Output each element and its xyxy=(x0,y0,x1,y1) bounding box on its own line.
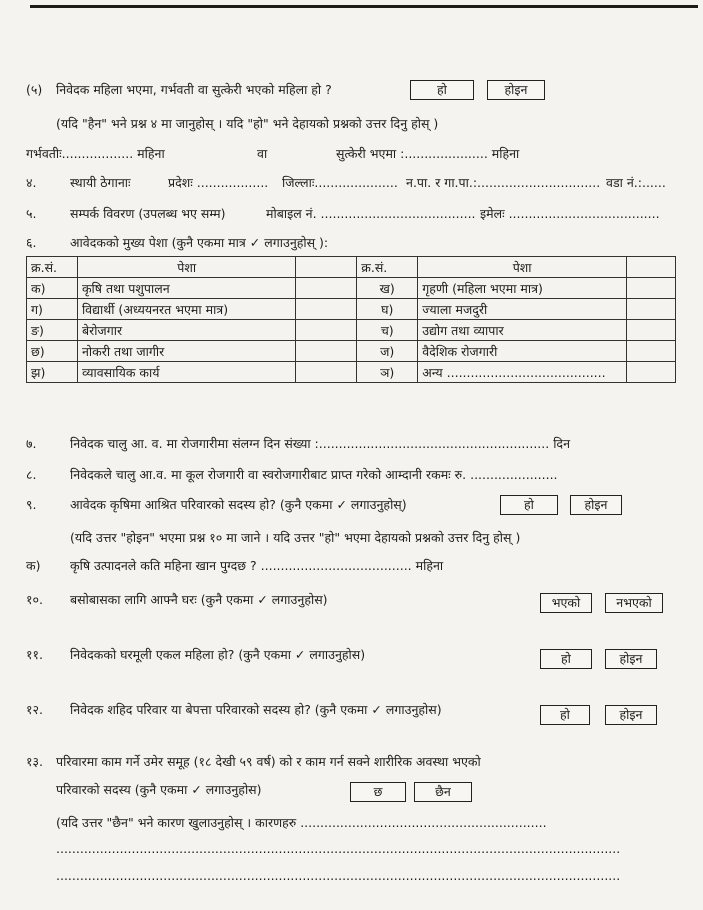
q13-reason-line-1[interactable]: .............................................................................................................................................. xyxy=(56,841,621,856)
farm-months-field[interactable]: कृषि उत्पादनले कति महिना खान पुग्दछ ? ...................................... महिना xyxy=(70,558,444,573)
checkbox-cell[interactable] xyxy=(627,320,676,341)
checkbox-cell[interactable] xyxy=(627,257,676,278)
q8-number: ८. xyxy=(26,467,37,482)
q12-no-box[interactable]: होइन xyxy=(605,705,657,725)
ward-field[interactable]: वडा नं.:...... xyxy=(606,175,666,190)
q-pregnant-yes-box[interactable]: हो xyxy=(410,80,474,100)
table-row xyxy=(27,299,676,320)
q10-question: बसोबासका लागि आफ्नै घरः (कुनै एकमा ✓ लगाउनुहोस) xyxy=(70,592,328,607)
header-job-right: पेशा xyxy=(418,257,627,278)
checkbox-cell[interactable] xyxy=(296,278,357,299)
row-sn: ग) xyxy=(27,299,78,320)
row-job: अन्य ........................................ xyxy=(418,362,627,383)
q4-label: स्थायी ठेगानाः xyxy=(70,175,131,190)
postnatal-months-field[interactable]: सुत्केरी भएमा :..................... महिना xyxy=(336,146,520,161)
row-sn: घ) xyxy=(357,299,418,320)
or-text: वा xyxy=(257,146,268,161)
row-job: नोकरी तथा जागीर xyxy=(77,341,296,362)
q7-number: ७. xyxy=(26,436,37,451)
table-row xyxy=(27,320,676,341)
row-sn: च) xyxy=(357,320,418,341)
q13-reason-field[interactable]: (यदि उत्तर "छैन" भने कारण खुलाउनुहोस् । कारणहरु .............................................................. xyxy=(56,815,547,830)
q9-instruction: (यदि उत्तर "होइन" भएमा प्रश्न १० मा जाने । यदि उत्तर "हो" भएमा देहायको प्रश्नको उत्तर दिनु होस् ) xyxy=(70,530,521,545)
row-sn: ख) xyxy=(357,278,418,299)
table-row xyxy=(27,278,676,299)
row-job: बेरोजगार xyxy=(77,320,296,341)
q13-no-box[interactable]: छैन xyxy=(414,782,472,802)
checkbox-cell[interactable] xyxy=(627,278,676,299)
q9-question: आवेदक कृषिमा आश्रित परिवारको सदस्य हो? (कुनै एकमा ✓ लगाउनुहोस्) xyxy=(70,497,407,512)
table-header-row xyxy=(27,257,676,278)
q11-question: निवेदकको घरमूली एकल महिला हो? (कुनै एकमा ✓ लगाउनुहोस) xyxy=(70,647,366,662)
top-border xyxy=(30,5,698,8)
q9-no-box[interactable]: होइन xyxy=(570,495,622,515)
q-pregnant-no-box[interactable]: होइन xyxy=(487,80,545,100)
q13-number: १३. xyxy=(26,754,43,769)
row-sn: क) xyxy=(27,278,78,299)
q5-label: सम्पर्क विवरण (उपलब्ध भए सम्म) xyxy=(70,206,226,221)
mobile-field[interactable]: मोबाइल नं. ....................................... xyxy=(266,206,476,221)
municipality-field[interactable]: न.पा. र गा.पा.:............................... xyxy=(406,175,601,190)
row-job: व्यावसायिक कार्य xyxy=(77,362,296,383)
q11-number: ११. xyxy=(26,647,43,662)
row-sn: ङ) xyxy=(27,320,78,341)
q13-yes-box[interactable]: छ xyxy=(350,782,406,802)
q-pregnant-number: (५) xyxy=(26,82,43,97)
header-sn-left: क्र.सं. xyxy=(27,257,78,278)
q9-yes-box[interactable]: हो xyxy=(500,495,558,515)
checkbox-cell[interactable] xyxy=(627,362,676,383)
table-row xyxy=(27,341,676,362)
q4-number: ४. xyxy=(26,175,37,190)
checkbox-cell[interactable] xyxy=(296,362,357,383)
q10-number: १०. xyxy=(26,592,43,607)
q6-label: आवेदकको मुख्य पेशा (कुनै एकमा मात्र ✓ लगाउनुहोस् ): xyxy=(70,235,329,250)
q10-no-box[interactable]: नभएको xyxy=(605,593,663,613)
table-row xyxy=(27,362,676,383)
row-sn: झ) xyxy=(27,362,78,383)
q11-yes-box[interactable]: हो xyxy=(540,649,592,669)
q6-number: ६. xyxy=(26,235,37,250)
row-sn: ज) xyxy=(357,341,418,362)
checkbox-cell[interactable] xyxy=(627,299,676,320)
row-job: गृहणी (महिला भएमा मात्र) xyxy=(418,278,627,299)
occupation-table xyxy=(26,256,676,383)
row-job: विद्यार्थी (अध्ययनरत भएमा मात्र) xyxy=(77,299,296,320)
checkbox-cell[interactable] xyxy=(627,341,676,362)
q5-number: ५. xyxy=(26,206,37,221)
pregnant-months-field[interactable]: गर्भवतीः.................. महिना xyxy=(26,146,165,161)
district-field[interactable]: जिल्लाः..................... xyxy=(282,175,398,190)
q12-yes-box[interactable]: हो xyxy=(540,705,590,725)
employment-days-field[interactable]: निवेदक चालु आ. व. मा रोजगारीमा संलग्न दिन संख्या :.......................................................... दिन xyxy=(70,436,571,451)
q10-yes-box[interactable]: भएको xyxy=(540,593,592,613)
row-sn: ञ) xyxy=(357,362,418,383)
header-sn-right: क्र.सं. xyxy=(357,257,418,278)
q11-no-box[interactable]: होइन xyxy=(605,649,657,669)
q12-number: १२. xyxy=(26,702,43,717)
row-job: कृषि तथा पशुपालन xyxy=(77,278,296,299)
q-pregnant-question: निवेदक महिला भएमा, गर्भवती वा सुत्केरी भएको महिला हो ? xyxy=(56,82,332,97)
row-sn: छ) xyxy=(27,341,78,362)
checkbox-cell[interactable] xyxy=(296,257,357,278)
checkbox-cell[interactable] xyxy=(296,341,357,362)
row-job: उद्योग तथा व्यापार xyxy=(418,320,627,341)
checkbox-cell[interactable] xyxy=(296,299,357,320)
q13-reason-line-2[interactable]: .............................................................................................................................................. xyxy=(56,868,621,883)
email-field[interactable]: इमेलः ...................................... xyxy=(480,206,660,221)
header-job-left: पेशा xyxy=(77,257,296,278)
q-pregnant-instruction: (यदि "हैन" भने प्रश्न ४ मा जानुहोस् । यदि "हो" भने देहायको प्रश्नको उत्तर दिनु होस् ) xyxy=(56,116,439,131)
province-field[interactable]: प्रदेशः .................. xyxy=(168,175,269,190)
q13-line2: परिवारको सदस्य (कुनै एकमा ✓ लगाउनुहोस) xyxy=(56,782,262,797)
income-field[interactable]: निवेदकले चालु आ.व. मा कूल रोजगारी वा स्वरोजगारीबाट प्राप्त गरेको आम्दानी रकमः रु. ...................... xyxy=(70,467,558,482)
q12-question: निवेदक शहिद परिवार या बेपत्ता परिवारको सदस्य हो? (कुनै एकमा ✓ लगाउनुहोस) xyxy=(70,702,442,717)
row-job: वैदेशिक रोजगारी xyxy=(418,341,627,362)
q13-line1: परिवारमा काम गर्ने उमेर समूह (१८ देखी ५९ वर्ष) को र काम गर्न सक्ने शारीरिक अवस्था भएको xyxy=(56,754,481,769)
checkbox-cell[interactable] xyxy=(296,320,357,341)
row-job: ज्याला मजदुरी xyxy=(418,299,627,320)
q9-sub-number: क) xyxy=(26,558,41,573)
q9-number: ९. xyxy=(26,497,37,512)
